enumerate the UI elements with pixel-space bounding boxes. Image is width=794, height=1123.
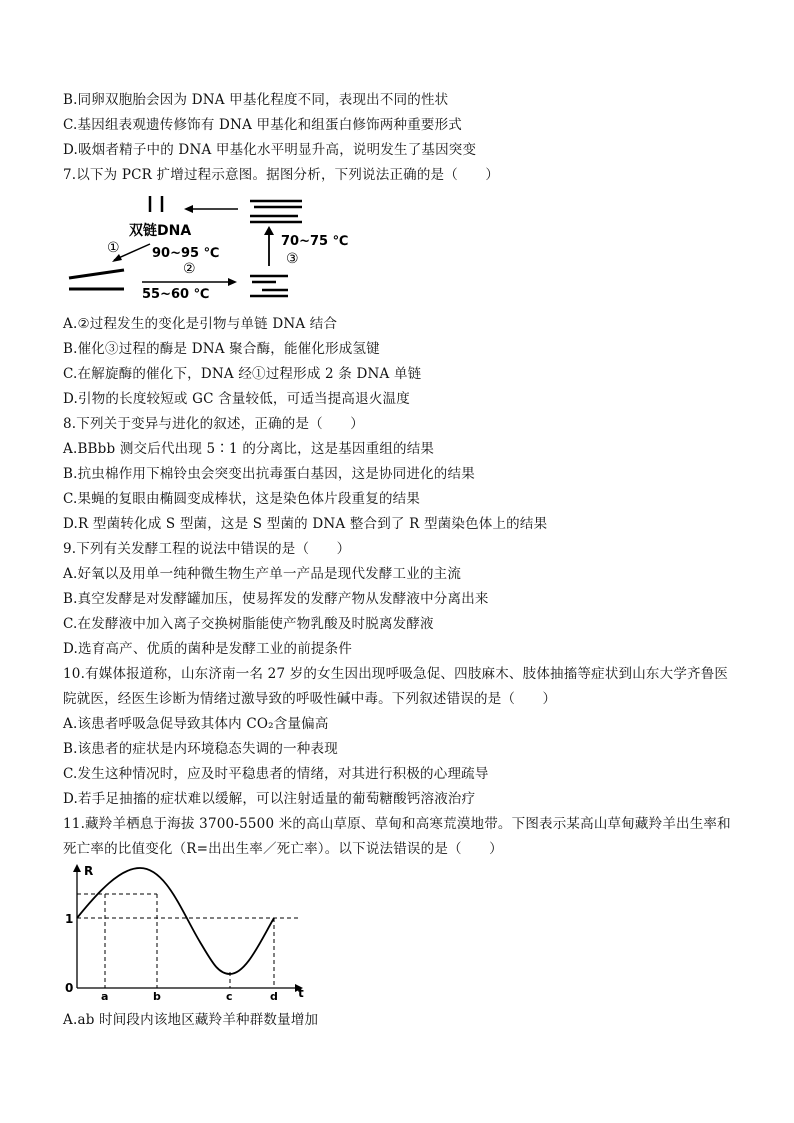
q8-option-d: D.R 型菌转化成 S 型菌，这是 S 型菌的 DNA 整合到了 R 型菌染色体上的结果 xyxy=(63,516,548,532)
r-ratio-graph xyxy=(60,862,310,1002)
x-axis-label: t xyxy=(298,986,304,1000)
q8-option-a: A.BBbb 测交后代出现 5∶1 的分离比，这是基因重组的结果 xyxy=(63,441,435,457)
q9-option-d: D.选育高产、优质的菌种是发酵工业的前提条件 xyxy=(63,641,353,657)
q8-option-b: B.抗虫棉作用下棉铃虫会突变出抗毒蛋白基因，这是协同进化的结果 xyxy=(63,466,475,482)
q7-option-c: C.在解旋酶的催化下，DNA 经①过程形成 2 条 DNA 单链 xyxy=(63,366,422,382)
q7-option-d: D.引物的长度较短或 GC 含量较低，可适当提高退火温度 xyxy=(63,391,410,407)
step2-arrowhead xyxy=(228,278,237,286)
q9-stem: 9.下列有关发酵工程的说法中错误的是（ ） xyxy=(63,541,351,557)
q10-option-b: B.该患者的症状是内环境稳态失调的一种表现 xyxy=(63,741,338,757)
step2-label: ② xyxy=(183,261,196,277)
x-tick-b: b xyxy=(153,990,161,1002)
q6-option-c: C.基因组表观遗传修饰有 DNA 甲基化和组蛋白修饰两种重要形式 xyxy=(63,117,463,133)
q9-option-b: B.真空发酵是对发酵罐加压，使易挥发的发酵产物从发酵液中分离出来 xyxy=(63,591,489,607)
x-tick-c: c xyxy=(226,990,233,1002)
q11-stem-line2: 死亡率的比值变化（R=出出生率／死亡率）。以下说法错误的是（ ） xyxy=(63,841,503,857)
q10-option-c: C.发生这种情况时，应及时平稳患者的情绪，对其进行积极的心理疏导 xyxy=(63,766,489,782)
step3-label: ③ xyxy=(286,251,299,267)
pcr-label-t3: 70~75 ℃ xyxy=(281,234,349,249)
q7-stem: 7.以下为 PCR 扩增过程示意图。据图分析，下列说法正确的是（ ） xyxy=(63,167,500,183)
step1-label: ① xyxy=(107,240,120,256)
q7-option-b: B.催化③过程的酶是 DNA 聚合酶，能催化形成氢键 xyxy=(63,341,380,357)
single-strand-upper xyxy=(69,270,124,278)
y-axis-arrowhead xyxy=(73,864,81,872)
pcr-label-t2: 55~60 ℃ xyxy=(142,287,210,302)
q10-option-a: A.该患者呼吸急促导致其体内 CO₂含量偏高 xyxy=(63,716,329,732)
q10-option-d: D.若手足抽搐的症状难以缓解，可以注射适量的葡萄糖酸钙溶液治疗 xyxy=(63,791,476,807)
q9-option-c: C.在发酵液中加入离子交换树脂能使产物乳酸及时脱离发酵液 xyxy=(63,616,434,632)
q10-stem-line1: 10.有媒体报道称，山东济南一名 27 岁的女生因出现呼吸急促、四肢麻木、肢体抽搐等症状到山东大学齐鲁医 xyxy=(63,666,729,682)
cycle-arrowhead xyxy=(184,205,193,213)
q10-stem-line2: 院就医，经医生诊断为情绪过激导致的呼吸性碱中毒。下列叙述错误的是（ ） xyxy=(63,691,557,707)
q6-option-d: D.吸烟者精子中的 DNA 甲基化水平明显升高，说明发生了基因突变 xyxy=(63,142,477,158)
pcr-label-t1: 90~95 ℃ xyxy=(152,246,220,261)
q8-stem: 8.下列关于变异与进化的叙述，正确的是（ ） xyxy=(63,416,364,432)
y-tick-1: 1 xyxy=(65,912,74,926)
origin-label: 0 xyxy=(65,981,74,995)
q6-option-b: B.同卵双胞胎会因为 DNA 甲基化程度不同，表现出不同的性状 xyxy=(63,92,449,108)
pcr-diagram xyxy=(62,192,362,302)
q11-stem-line1: 11.藏羚羊栖息于海拔 3700-5500 米的高山草原、草甸和高寒荒漠地带。下图表示某高山草甸藏羚羊出生率和 xyxy=(63,816,731,832)
x-tick-d: d xyxy=(270,990,278,1002)
pcr-label-dsdna: 双链DNA xyxy=(129,223,192,239)
q7-option-a: A.②过程发生的变化是引物与单链 DNA 结合 xyxy=(63,316,338,332)
q11-option-a: A.ab 时间段内该地区藏羚羊种群数量增加 xyxy=(63,1012,319,1028)
r-curve xyxy=(77,868,274,974)
step3-arrowhead xyxy=(264,226,274,235)
q9-option-a: A.好氧以及用单一纯种微生物生产单一产品是现代发酵工业的主流 xyxy=(63,566,462,582)
y-axis-label: R xyxy=(84,864,94,878)
q8-option-c: C.果蝇的复眼由椭圆变成棒状，这是染色体片段重复的结果 xyxy=(63,491,421,507)
x-tick-a: a xyxy=(101,990,109,1002)
